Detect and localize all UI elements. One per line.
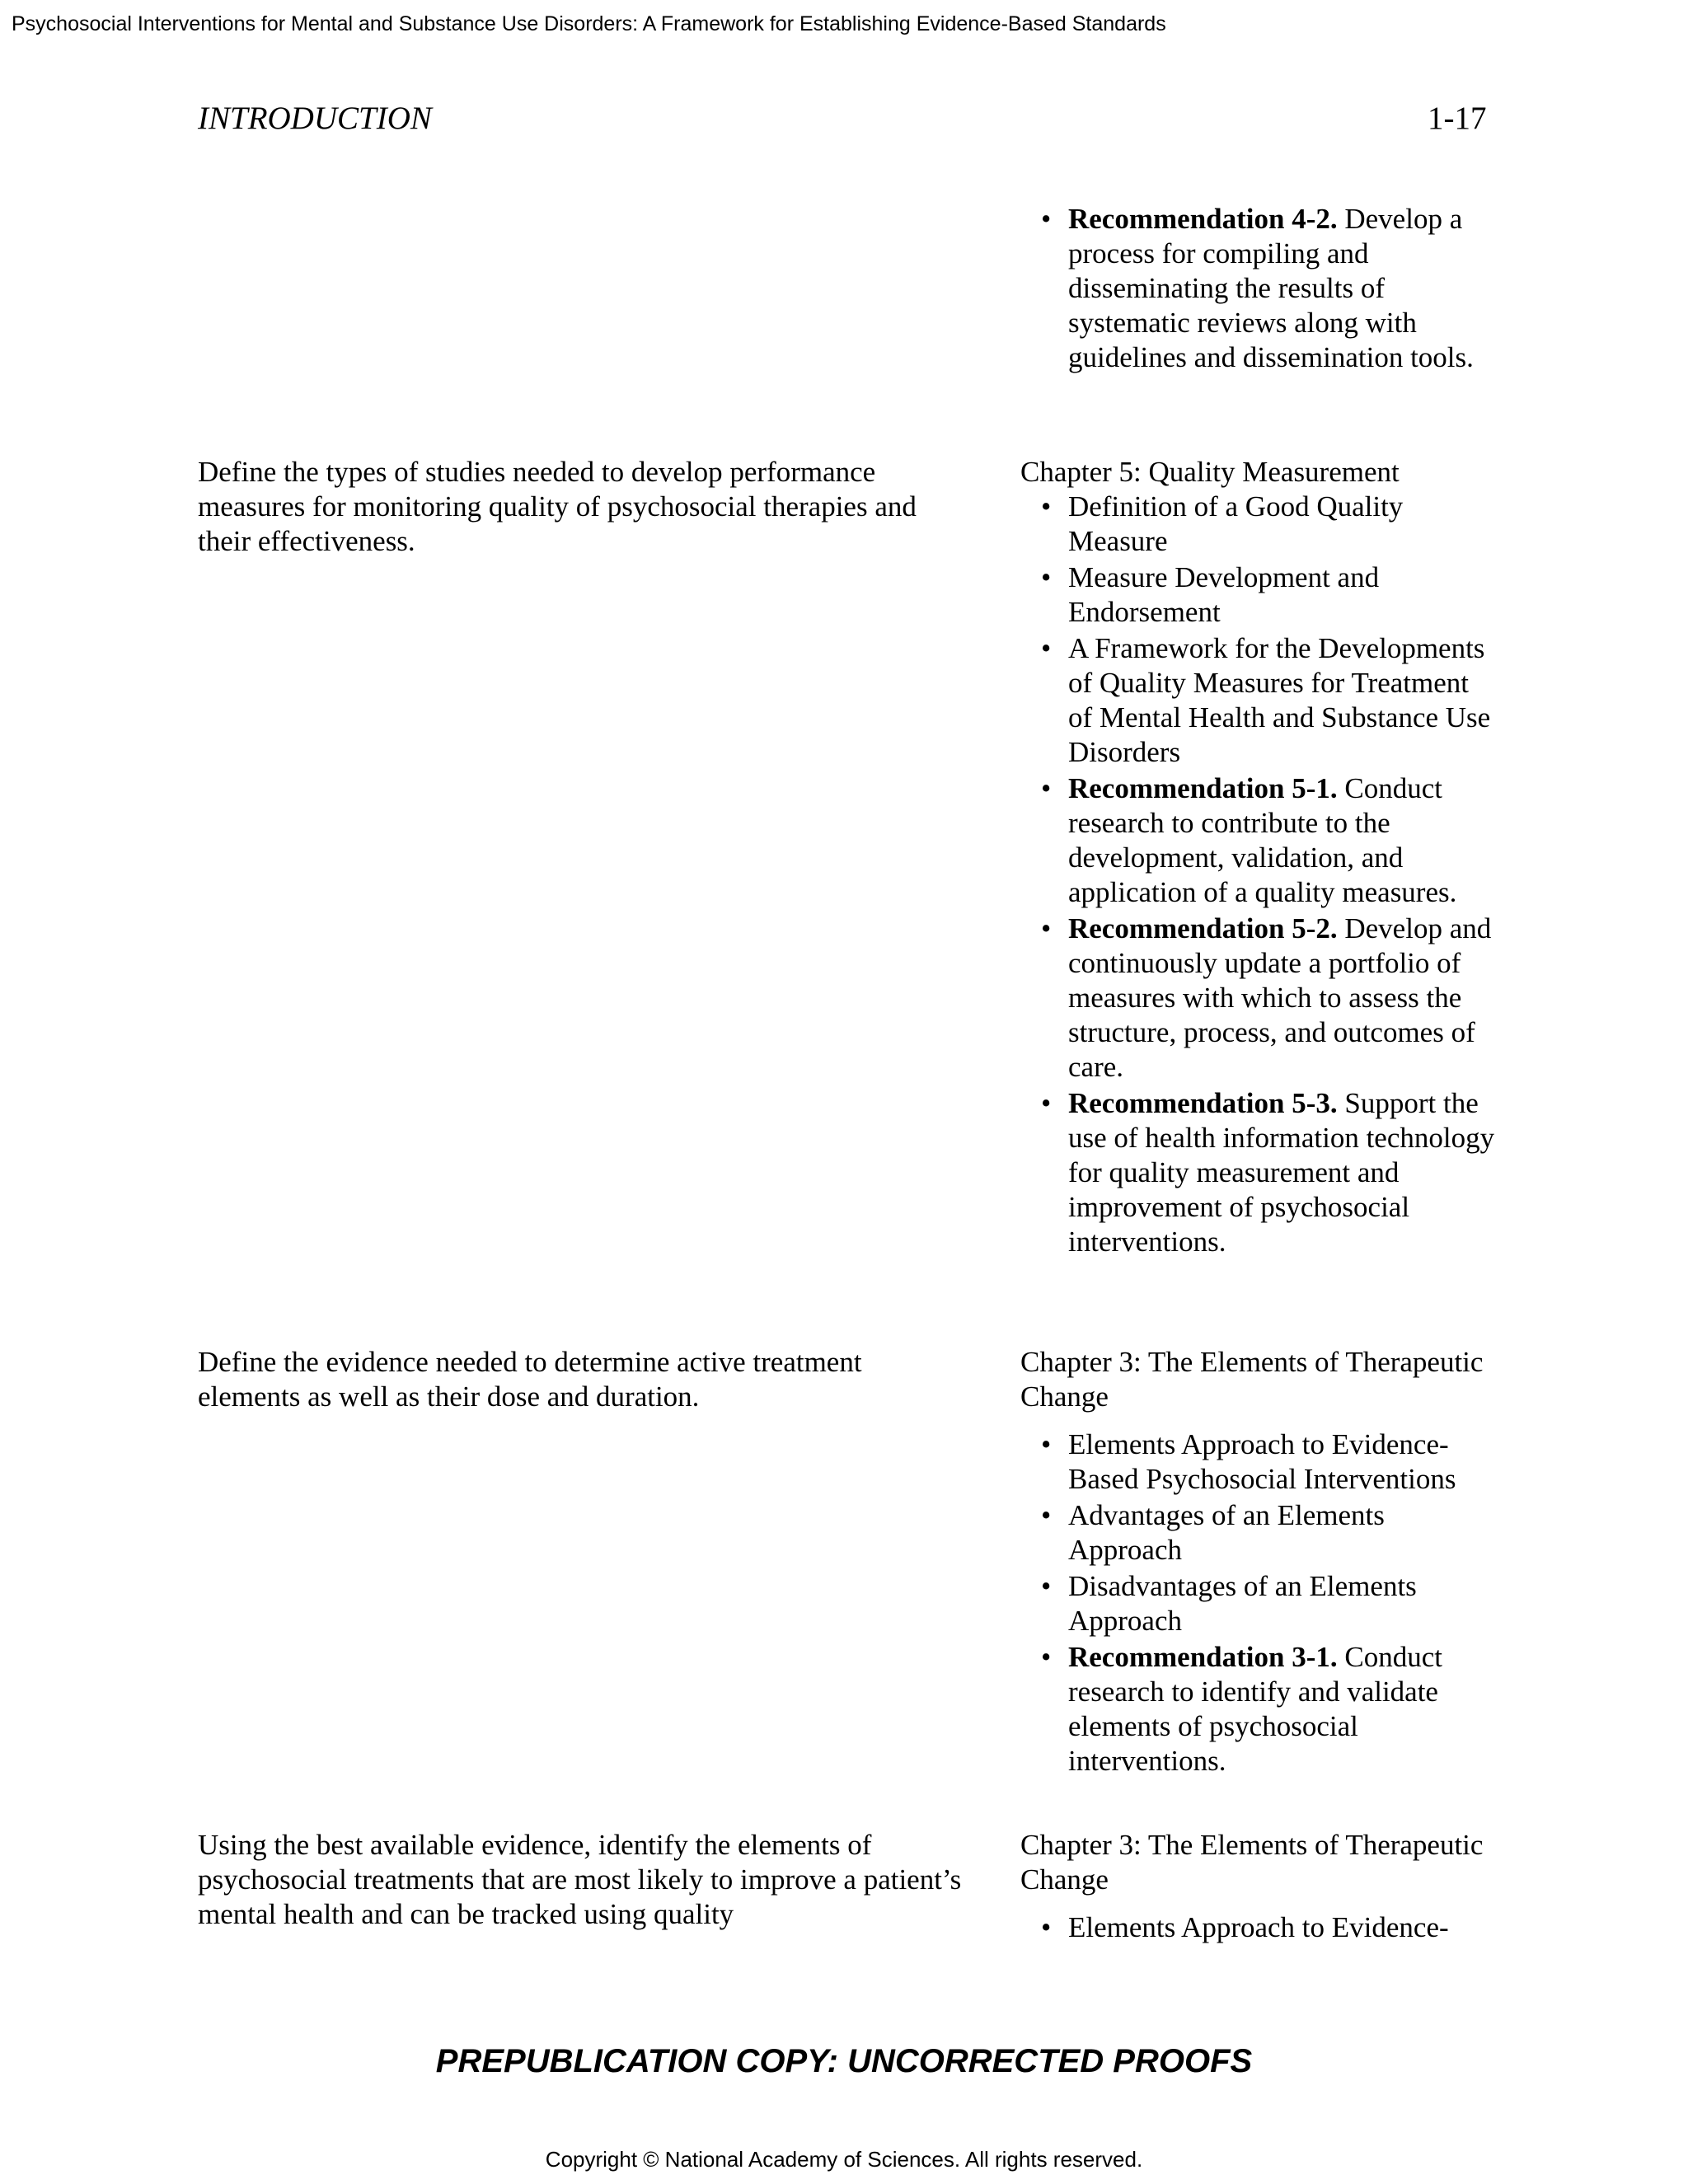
bullet-text: Disadvantages of an Elements Approach bbox=[1068, 1570, 1417, 1637]
document-title: Psychosocial Interventions for Mental and Substance Use Disorders: A Framework for Establishing Evidence-Based Standards bbox=[12, 12, 1166, 35]
bullet-text: A Framework for the Developments of Quality Measures for Treatment of Mental Health and Substance Use Disorders bbox=[1068, 632, 1491, 768]
copyright-notice: Copyright © National Academy of Sciences. All rights reserved. bbox=[545, 2147, 1143, 2172]
page-number: 1-17 bbox=[1428, 101, 1487, 136]
bullet-text: Conduct research to identify and validate elements of psychosocial interventions. bbox=[1068, 1641, 1442, 1777]
list-item bbox=[1020, 1427, 1498, 1497]
recommendation-label: Recommendation 5-1. bbox=[1068, 772, 1338, 804]
bullet-text: Support the use of health information technology for quality measurement and improvement of psychosocial interventions. bbox=[1068, 1087, 1495, 1258]
list-item bbox=[1020, 560, 1498, 630]
recommendation-label: Recommendation 5-3. bbox=[1068, 1087, 1338, 1119]
recommendation-label: Recommendation 4-2. bbox=[1068, 203, 1338, 235]
list-item bbox=[1020, 1569, 1498, 1638]
row-3-bullet-list bbox=[1020, 1910, 1498, 1945]
row-2-objective: Define the evidence needed to determine active treatment elements as well as their dose and duration. bbox=[198, 1346, 862, 1413]
bullet-text: Measure Development and Endorsement bbox=[1068, 561, 1380, 628]
row-1-right bbox=[1020, 455, 1498, 1261]
list-item bbox=[1020, 771, 1498, 910]
list-item bbox=[1020, 1086, 1498, 1259]
bullet-text: Develop a process for compiling and disseminating the results of systematic reviews along with guidelines and dissemination tools. bbox=[1068, 203, 1474, 373]
bullet-text: Definition of a Good Quality Measure bbox=[1068, 490, 1404, 557]
row-1-objective: Define the types of studies needed to develop performance measures for monitoring quality of psychosocial therapies and their effectiveness. bbox=[198, 456, 917, 557]
bullet-text: Conduct research to contribute to the development, validation, and application of a quality measures. bbox=[1068, 772, 1457, 908]
row-2-bullet-list bbox=[1020, 1427, 1498, 1779]
prepublication-notice: PREPUBLICATION COPY: UNCORRECTED PROOFS bbox=[435, 2043, 1253, 2079]
row-2-right bbox=[1020, 1345, 1498, 1780]
list-item bbox=[1020, 1498, 1498, 1568]
row-0-right bbox=[1020, 202, 1498, 377]
bullet-text: Develop and continuously update a portfolio of measures with which to assess the structure, process, and outcomes of care. bbox=[1068, 912, 1492, 1083]
recommendation-label: Recommendation 3-1. bbox=[1068, 1641, 1338, 1673]
row-1-bullet-list bbox=[1020, 490, 1498, 1259]
list-item bbox=[1020, 1910, 1498, 1945]
row-3-objective: Using the best available evidence, identify the elements of psychosocial treatments that are most likely to improve a patient’s mental health and can be tracked using quality bbox=[198, 1829, 962, 1930]
chapter-title: Chapter 3: The Elements of Therapeutic Change bbox=[1020, 1829, 1484, 1896]
bullet-text: Elements Approach to Evidence- bbox=[1068, 1911, 1449, 1943]
list-item bbox=[1020, 912, 1498, 1085]
list-item bbox=[1020, 631, 1498, 770]
bullet-text: Advantages of an Elements Approach bbox=[1068, 1499, 1385, 1566]
recommendation-label: Recommendation 5-2. bbox=[1068, 912, 1338, 944]
row-3-right bbox=[1020, 1828, 1498, 1947]
list-item bbox=[1020, 1640, 1498, 1779]
list-item bbox=[1020, 490, 1498, 559]
bullet-text: Elements Approach to Evidence-Based Psychosocial Interventions bbox=[1068, 1428, 1456, 1495]
list-item bbox=[1020, 202, 1498, 375]
chapter-title: Chapter 3: The Elements of Therapeutic Change bbox=[1020, 1346, 1484, 1413]
row-0-bullet-list bbox=[1020, 202, 1498, 375]
chapter-title: Chapter 5: Quality Measurement bbox=[1020, 456, 1400, 488]
running-head-section: INTRODUCTION bbox=[198, 101, 432, 136]
